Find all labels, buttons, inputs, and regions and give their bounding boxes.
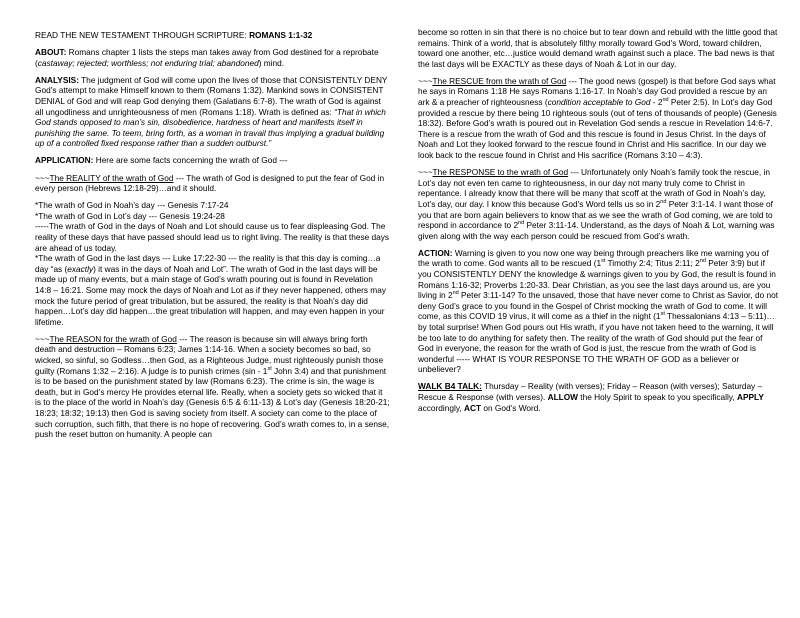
rescue-paragraph: ~~~The RESCUE from the wrath of God --- The good news (gospel) is that before God says what he says in Romans 1:18 He says Romans 1:16-17. In Noah’s day God provided a rescue by an ark & a preacher of righteousness (condition acceptable to God - 2nd Peter 2:5). In Lot’s day God provided a rescue by there being 10 righteous souls (out of tens of thousands of people) (Genesis 18:32). Before God’s wrath is poured out in Revelation God sends a rescue in Revelation 14:6-7. There is a rescue from the wrath of God and this rescue is found in Jesus Christ. In the days of Noah and Lot they looked forward to the rescue found in Christ and His sacrifice. In our day we look back to the rescue found in Christ and His sacrifice (Romans 3:10 – 4:3). — [418, 75, 777, 161]
reason-paragraph: ~~~The REASON for the wrath of God --- The reason is because sin will always bring forth death and destruction – Romans 6:23; James 1:14-16. When a society becomes so bad, so wicked, so sinful, so Godless…then God, as a Righteous Judge, must righteously punish those guilty (Romans 1:32 – 2:16). A judge is to punish crimes (sin - 1st John 3:4) and that punishment is to be based on the punishment stated by law (Romans 6:23). The crime is sin, the wage is death, but in God’s mercy He provides eternal life. Really, when a society gets so wicked that it is to the place of the world in Noah’s day (Genesis 6:5 & 6:11-13) & Lot’s day (Genesis 18:20-21; 18:23; 18:32; 19:13) then God is saving society from itself. A society can come to the place of such corruption, such filth, that there is no hope of recovering. God’s wrath comes to, in a sense, push the reset button on humanity. A people can — [35, 333, 390, 440]
rescue-heading: The RESCUE from the wrath of God — [432, 75, 567, 86]
days-paragraph: *The wrath of God in Noah’s day --- Genesis 7:17-24 *The wrath of God in Lot’s day --- Genesis 19:24-28 -----The wrath of God in the days of Noah and Lot should cause us to fear displeasing God. The reality of these days that have passed should lead us to right living. The reality is that these days are ahead of us today. *The wrath of God in the last days --- Luke 17:22-30 --- the reality is that this day is coming…a day “as (exactly) it was in the days of Noah and Lot”. The wrath of God in the last days will be made up of many events, but a main stage of God’s wrath pouring out is found in Revelation 14:8 – 16:21. Some may mock the days of Noah and Lot as if they never happened, others may mock the future period of great tribulation, but be assured, the reality is that Noah’s day did happen…Lot’s day did happen…the great tribulation will happen, and may even happen in your lifetime. — [35, 200, 390, 327]
title-reference: ROMANS 1:1-32 — [249, 30, 313, 40]
analysis-paragraph: ANALYSIS: The judgment of God will come upon the lives of those that CONSISTENTLY DENY God’s attempt to make Himself known to them (Romans 1:32). Mankind sows in CONSISTENT DENIAL of God and will reap God denying them (Galatians 6:7-8). The wrath of God is against all ungodliness and unrighteousness of men (Romans 1:18). Wrath is defined as: “That in which God stands opposed to man’s sin, disobedience, hardness of heart and manifests itself in punishing the same. To teem, bring forth, as a woman in travail thus implying a gradual building up of a controlled fixed response rather than a sudden outburst.” — [35, 74, 388, 149]
application-paragraph: APPLICATION: Here are some facts concerning the wrath of God --- — [35, 155, 288, 166]
reason-heading: The REASON for the wrath of God — [49, 333, 177, 344]
action-label: ACTION: — [418, 247, 453, 258]
application-label: APPLICATION: — [35, 155, 94, 166]
about-paragraph: ABOUT: Romans chapter 1 lists the steps man takes away from God destined for a reprobate (castaway; rejected; worthless; not enduring trial; abandoned) mind. — [35, 47, 379, 68]
response-paragraph: ~~~The RESPONSE to the wrath of God --- Unfortunately only Noah’s family took the rescue, in Lot’s day not even ten came to righteousness, in our day not many truly come to Christ in repentance. I already know that there will be many that scoff at the wrath of God in Noah’s day, Lot’s day, our day. I know this because God’s Word tells us so in 2nd Peter 3:1-14. I want those of you that are born again believers to know that as we see the wrath of God coming, we are told to respond in accordance to 2nd Peter 3:11-14. Understand, as the days of Noah & Lot, warning was given along with the way each person could be rescued from God’s wrath. — [418, 167, 775, 241]
reality-heading: The REALITY of the wrath of God — [49, 172, 174, 183]
left-column — [35, 30, 390, 446]
noah-line: *The wrath of God in Noah’s day --- Genesis 7:17-24 — [35, 200, 229, 211]
reality-paragraph: ~~~The REALITY of the wrath of God --- The wrath of God is designed to put the fear of God in every person (Hebrews 12:18-29)…and it should. — [35, 172, 385, 194]
document-title: READ THE NEW TESTAMENT THROUGH SCRIPTURE: ROMANS 1:1-32 — [35, 30, 313, 40]
wrath-definition: “That in which God stands opposed to man’s sin, disobedience, hardness of heart and manifests itself in punishing the same. To teem, bring forth, as a woman in travail thus implying a gradual building up of a controlled fixed response rather than a sudden outburst.” — [35, 106, 386, 149]
lot-line: *The wrath of God in Lot’s day --- Genesis 19:24-28 — [35, 210, 225, 221]
action-paragraph: ACTION: Warning is given to you now one way being through preachers like me warning you of the wrath to come. God wants all to be rescued (1st Timothy 2:4; Titus 2:11; 2nd Peter 3:9) but if you CONSISTENTLY DENY the knowledge & warnings given to you by God, the result is found in Romans 1:16-32; Proverbs 1:20-33. Dear Christian, as you see the last days around us, are you living in 2nd Peter 3:11-14? To the unsaved, those that have never come to Christ as Savior, do not deny God’s grace to you found in the Gospel of Christ mocking the wrath of God to come. It will come, as this COVID 19 virus, it will come as a thief in the night (1st Thessalonians 4:13 – 5:11)…by total surprise! When God pours out His wrath, if you have not taken heed to the warning, it will be too late to do anything for safety then. The reality of the wrath of God should put the fear of God in everyone, the reason for the wrath of God is just, the rescue from the wrath of God is wonderful ----- WHAT IS YOUR RESPONSE TO THE WRATH OF GOD as a believer or unbeliever? — [418, 247, 779, 375]
about-label: ABOUT: — [35, 47, 67, 58]
response-heading: The RESPONSE to the wrath of God — [432, 167, 569, 178]
continuation-paragraph: become so rotten in sin that there is no choice but to tear down and rebuild with the little good that remains. Think of a world, that is absolutely filthy morally toward God’s Word, toward children, toward one another, etc…justice would demand wrath against such a place. The bad news is that the last days will be EXACTLY as these days of Noah & Lot in our day. — [418, 27, 778, 69]
walk-label: WALK B4 TALK: — [418, 381, 482, 392]
walk-paragraph: WALK B4 TALK: Thursday – Reality (with verses); Friday – Reason (with verses); Saturday – Rescue & Response (with verses). ALLOW the Holy Spirit to speak to you specifically, APPLY accordingly, ACT on God’s Word. — [418, 381, 764, 413]
analysis-label: ANALYSIS: — [35, 74, 79, 85]
right-column — [418, 27, 780, 420]
